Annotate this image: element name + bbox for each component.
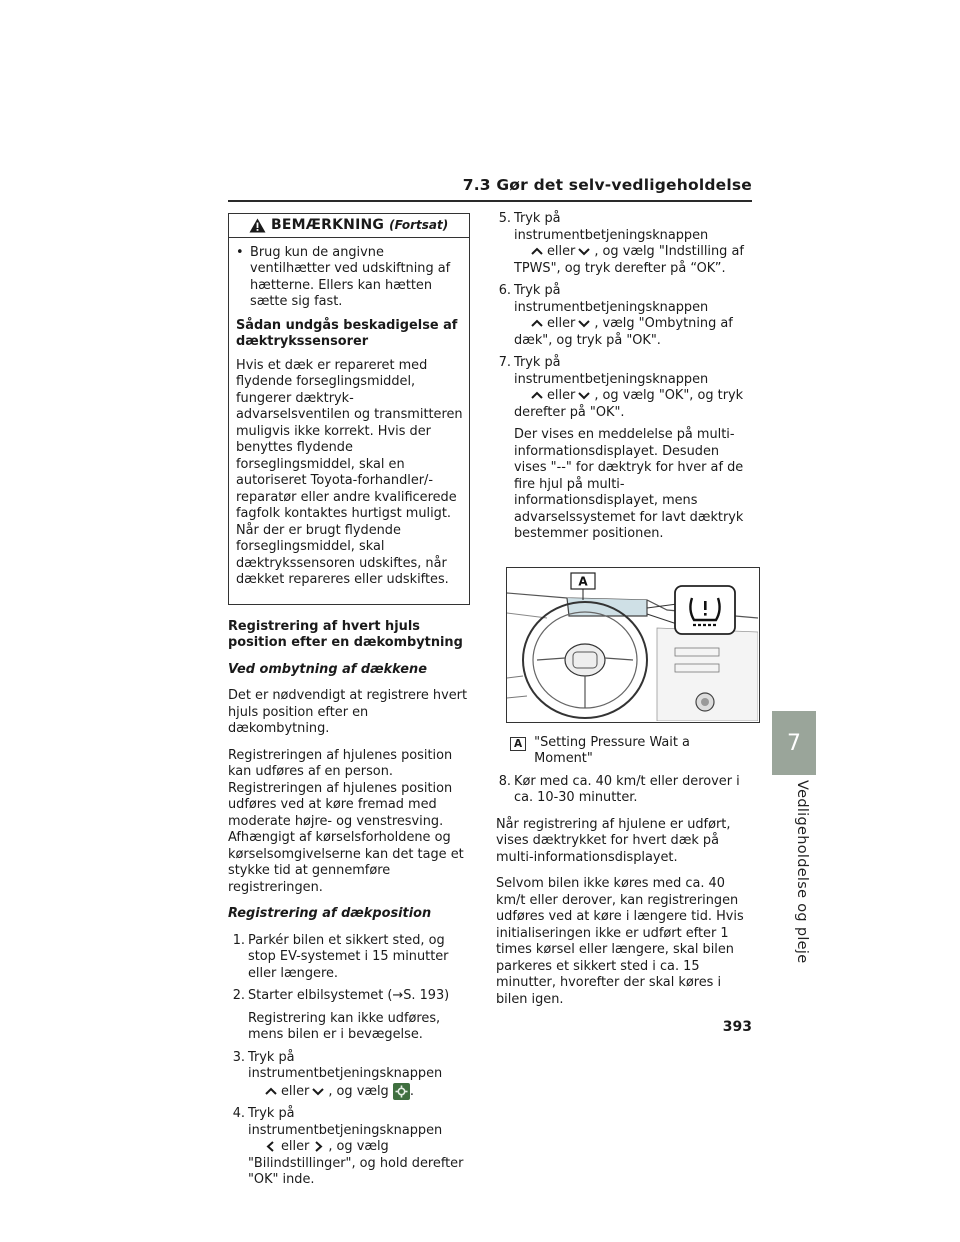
- step-text-part: , og vælg: [328, 1083, 389, 1099]
- step-2: [228, 988, 470, 1005]
- figure-label: A: [578, 574, 588, 588]
- section-header: 7.3 Gør det selv-vedligeholdelse: [228, 176, 752, 202]
- chevron-up-icon: [264, 1086, 278, 1097]
- chapter-tab: [772, 711, 816, 775]
- chapter-title: Vedligeholdelse og pleje: [794, 780, 810, 964]
- bullet-dot: •: [236, 244, 244, 260]
- step-6: [496, 283, 752, 349]
- chevron-down-icon: [311, 1086, 325, 1097]
- step-text: [514, 211, 752, 277]
- notice-subheading: Sådan undgås beskadigelse af dæktrykssensorer: [236, 317, 458, 349]
- step-text-part: dæk", og tryk på "OK".: [514, 332, 661, 348]
- settings-icon: [393, 1083, 410, 1100]
- paragraph: Når registrering af hjulene er udført, vises dæktrykket for hvert dæk på multi-informationsdisplayet.: [496, 816, 731, 865]
- step-text-line: [514, 388, 743, 403]
- notice-subtitle: (Fortsat): [389, 218, 449, 232]
- step-text-line: [248, 1139, 389, 1154]
- step-number: 8.: [498, 773, 511, 789]
- notice-box: [228, 213, 470, 605]
- dashboard-illustration: [506, 567, 760, 723]
- step-text-part: , og vælg "OK", og tryk: [594, 388, 744, 403]
- or-text: eller: [547, 244, 576, 259]
- step-number: 5.: [498, 211, 511, 226]
- step-number: 7.: [498, 355, 511, 370]
- step-number: 6.: [498, 283, 511, 298]
- step-number: 2.: [232, 988, 245, 1003]
- step-7: [496, 355, 752, 421]
- notice-bullet: [236, 245, 464, 311]
- step-text-part: , og vælg "Indstilling af: [594, 244, 744, 259]
- step-note: Der vises en meddelelse på multi-informationsdisplayet. Desuden vises "--" for dæktryk for hver af de fire hjul på multi-informationsdisplayet, mens advarselssystemet for lavt dæktryk bestemmer positionen.: [514, 427, 744, 541]
- dashboard-drawing: [507, 568, 758, 721]
- step-text-line: [514, 316, 733, 331]
- step-text-part: , og vælg: [328, 1139, 389, 1154]
- step-text-part: , vælg "Ombytning af: [594, 316, 733, 331]
- notice-body: [229, 238, 469, 604]
- step-number: 1.: [232, 932, 245, 948]
- section-heading: Registrering af hvert hjuls position efter en dækombytning: [228, 618, 463, 650]
- chevron-down-icon: [577, 390, 591, 401]
- notice-bullet-text: Brug kun de angivne ventilhætter ved udskiftning af hætterne. Ellers kan hætten sætte sig fast.: [250, 244, 451, 309]
- step-5: [496, 211, 752, 277]
- step-text: [514, 283, 752, 349]
- subheading-registration: Registrering af dækposition: [228, 906, 432, 921]
- chevron-down-icon: [577, 246, 591, 257]
- right-column: [496, 211, 752, 1018]
- chapter-number: 7: [787, 730, 801, 756]
- subheading-rotation: Ved ombytning af dækkene: [228, 661, 427, 677]
- or-text: eller: [547, 388, 576, 403]
- or-text: eller: [281, 1083, 310, 1099]
- caption-text: "Setting Pressure Wait a Moment": [534, 734, 690, 766]
- step-text-part: "Bilindstillinger", og hold derefter "OK" inde.: [248, 1155, 464, 1187]
- chevron-up-icon: [530, 246, 544, 257]
- notice-title: BEMÆRKNING: [271, 217, 385, 233]
- step-text: [248, 1106, 470, 1189]
- step-text: Starter elbilsystemet (→S. 193): [248, 988, 450, 1003]
- step-text-part: Tryk på instrumentbetjeningsknappen: [514, 211, 709, 243]
- caption-tag: A: [510, 737, 526, 751]
- or-text: eller: [281, 1139, 310, 1154]
- step-text-part: Tryk på instrumentbetjeningsknappen: [248, 1049, 443, 1081]
- chevron-up-icon: [530, 390, 544, 401]
- step-text-part: Tryk på instrumentbetjeningsknappen: [514, 355, 709, 387]
- step-text: Kør med ca. 40 km/t eller derover i ca. 10-30 minutter.: [514, 773, 740, 805]
- step-number: 3.: [232, 1049, 245, 1065]
- chevron-up-icon: [530, 318, 544, 329]
- notice-text: Hvis et dæk er repareret med flydende forseglingsmiddel, fungerer dæktryk-advarselsventilen og transmitteren muligvis ikke korrekt. Hvis der benyttes flydende forseglingsmiddel, skal en autoriseret Toyota-forhandler/-reparatør eller andre kvalificerede fagfolk kontaktes hurtigst muligt. Når der er brugt flydende forseglingsmiddel, skal dæktrykssensoren udskiftes, når dækket repareres eller udskiftes.: [236, 357, 463, 587]
- step-text-part: .: [409, 1083, 414, 1099]
- step-note: Registrering kan ikke udføres, mens bilen er i bevægelse.: [248, 1010, 441, 1042]
- step-4: [228, 1106, 470, 1189]
- step-text-line: [514, 244, 744, 259]
- step-text: Parkér bilen et sikkert sted, og stop EV-systemet i 15 minutter eller længere.: [248, 932, 449, 981]
- step-8: [496, 774, 752, 807]
- notice-header: [229, 214, 469, 238]
- warning-icon: [249, 218, 266, 233]
- paragraph: Registreringen af hjulenes position kan udføres af en person. Registreringen af hjulenes position udføres ved at køre fremad med moderate højre- og venstresving. Afhængigt af kørselsforholdene og kørselsomgivelserne kan det tage et stykke tid at gennemføre registreringen.: [228, 747, 464, 895]
- step-number: 4.: [232, 1106, 245, 1121]
- chevron-left-icon: [264, 1141, 278, 1152]
- step-text-line: [248, 1084, 414, 1099]
- step-text-part: TPWS", og tryk derefter på “OK”.: [514, 260, 726, 276]
- step-3: [228, 1050, 470, 1101]
- or-text: eller: [547, 316, 576, 331]
- figure-caption: [496, 735, 752, 768]
- chevron-down-icon: [577, 318, 591, 329]
- step-1: [228, 933, 470, 983]
- page-number: 393: [722, 1019, 752, 1035]
- chevron-right-icon: [311, 1141, 325, 1152]
- paragraph: Det er nødvendigt at registrere hvert hjuls position efter en dækombytning.: [228, 688, 468, 736]
- step-text-part: Tryk på instrumentbetjeningsknappen: [248, 1106, 443, 1138]
- step-text: [514, 355, 752, 421]
- step-text-part: derefter på "OK".: [514, 404, 625, 420]
- left-column: [228, 213, 470, 1195]
- step-text-part: Tryk på instrumentbetjeningsknappen: [514, 283, 709, 315]
- step-text: [248, 1050, 470, 1101]
- paragraph: Selvom bilen ikke køres med ca. 40 km/t eller derover, kan registreringen udføres ved at køre i længere tid. Hvis initialiseringen ikke er udført efter 1 times kørsel eller længere, skal bilen parkeres et sikkert sted i ca. 15 minutter, hvorefter der skal køres i bilen igen.: [496, 876, 744, 1007]
